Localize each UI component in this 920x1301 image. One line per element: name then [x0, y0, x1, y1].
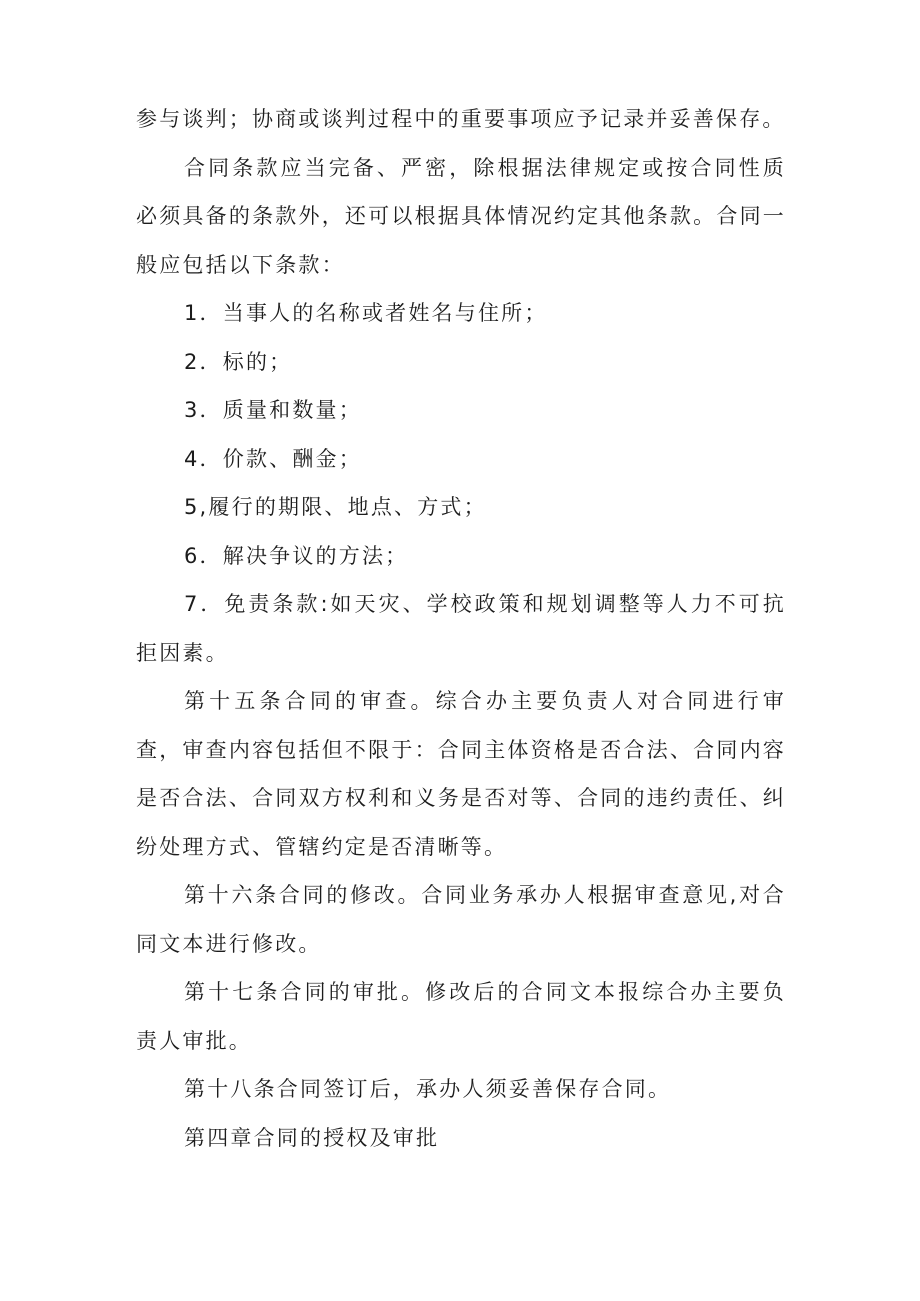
list-item-3: 3．质量和数量；: [184, 398, 362, 422]
paragraph-contract-terms: 合同条款应当完备、严密，除根据法律规定或按合同性质必须具备的条款外，还可以根据具体情况约定其他条款。合同一般应包括以下条款：: [136, 155, 786, 277]
list-item-7: 7．免责条款:如天灾、学校政策和规划调整等人力不可抗拒因素。: [136, 592, 786, 665]
chapter-heading: 第四章合同的授权及审批: [184, 1125, 440, 1150]
article-18: 第十八条合同签订后，承办人须妥善保存合同。: [184, 1077, 672, 1101]
document-body: [136, 95, 786, 1162]
list-item-4: 4．价款、酬金；: [184, 446, 362, 471]
list-item-1: 1．当事人的名称或者姓名与住所；: [184, 301, 548, 325]
list-item-5: 5,履行的期限、地点、方式；: [184, 495, 487, 519]
list-item-2: 2．标的；: [184, 349, 293, 374]
article-17: 第十七条合同的审批。修改后的合同文本报综合办主要负责人审批。: [136, 980, 786, 1053]
paragraph-continuation: 参与谈判；协商或谈判过程中的重要事项应予记录并妥善保存。: [136, 107, 786, 131]
article-15: 第十五条合同的审查。综合办主要负责人对合同进行审查，审查内容包括但不限于：合同主体资格是否合法、合同内容是否合法、合同双方权利和义务是否对等、合同的违约责任、纠纷处理方式、管辖约定是否清晰等。: [136, 689, 786, 859]
article-16: 第十六条合同的修改。合同业务承办人根据审查意见,对合同文本进行修改。: [136, 883, 786, 956]
list-item-6: 6．解决争议的方法；: [184, 543, 409, 568]
